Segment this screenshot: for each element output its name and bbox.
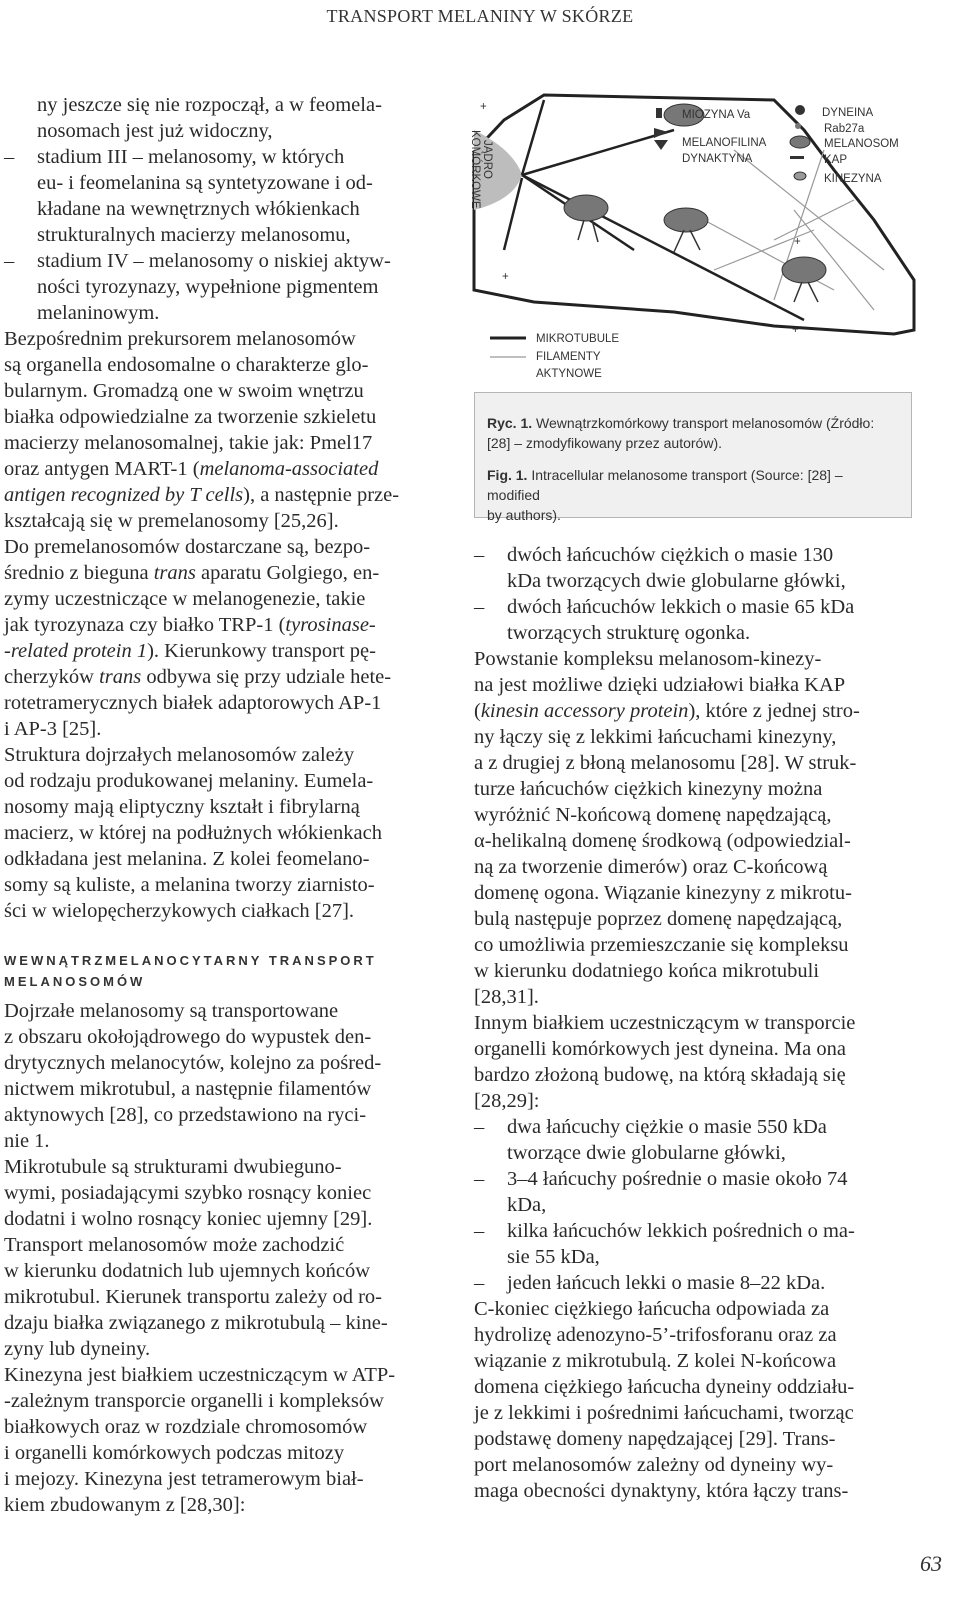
legend-bottom (490, 333, 619, 380)
melanosome (664, 208, 708, 232)
paragraph-dynein: Innym białkiem uczestniczącym w transporcie organelli komórkowych jest dyneina. Ma ona bardzo złożoną budowę, na którą składają się [28,29]: (474, 1012, 856, 1112)
melanosome (782, 257, 826, 283)
paragraph-premelanosomes: Do premelanosomów dostarczane są, bezpo- średnio z bieguna trans aparatu Golgiego, en- zymy uczestniczące w melanogenezie, takie jak tyrozynaza czy białko TRP-1 (tyrosinase- -related protein 1). Kierunkowy transport pę- cherzyków trans odbywa się przy udziale hete- rotetramerycznych białek adaptorowych AP-1 i AP-3 [25]. (4, 536, 392, 740)
paragraph-kinesin: Kinezyna jest białkiem uczestniczącym w ATP- -zależnym transporcie organelli i kompleksów białkowych oraz w rozdziale chromosomów i organelli komórkowych podczas mitozy i mejozy. Kinezyna jest tetramerowym biał- kiem zbudowanym z [28,30]: (4, 1364, 396, 1516)
figure-melanosome-transport (469, 90, 914, 390)
legend-kinesin: KINEZYNA (824, 173, 882, 185)
right-column (474, 542, 914, 1504)
plus-sign: + (792, 324, 799, 336)
melanosomes (564, 104, 826, 283)
list-item-dynein-intermediate: – 3–4 łańcuchy pośrednie o masie około 74 kDa, (474, 1168, 848, 1216)
list-item-kinesin-light: – dwóch łańcuchów lekkich o masie 65 kDa tworzących strukturę ogonka. (474, 596, 855, 644)
list-dash: – (474, 1168, 485, 1190)
legend-melanophilin: MELANOFILINA (682, 137, 767, 149)
list-dash: – (474, 544, 485, 566)
motor-legs (578, 220, 818, 302)
paragraph-kap: Powstanie kompleksu melanosom-kinezy- na jest możliwe dzięki udziałowi białka KAP (kinesin accessory protein), które z jednej stro- ny łączy się z lekkimi łańcuchami kinezyny, a z drugiej z błoną melanosomu [28]. W struk- turze łańcuchów ciężkich kinezyny można wyróżnić N-końcową domenę napędzającą, α-helikalną domenę środkową (odpowiedzial- ną za tworzenie dimerów) oraz C-końcową domenę ogona. Wiązanie kinezyny z mikrotu- bulą następuje poprzez domenę napędzającą, co umożliwia przemieszczanie się kompleksu w kierunku dodatniego końca mikrotubuli [28,31]. (474, 648, 860, 1008)
legend-dynein: DYNEINA (822, 107, 874, 119)
left-column (4, 92, 442, 1518)
paragraph-dynein-domains: C-koniec ciężkiego łańcucha odpowiada za hydrolizę adenozyno-5’-trifosforanu oraz za wiązanie z mikrotubulą. Z kolei N-końcowa domena ciężkiego łańcucha dyneiny oddziału- je z lekkimi i pośrednimi łańcuchami, tworząc podstawę domeny napędzającej [29]. Trans- port melanosomów zależny od dyneiny wy- maga obecności dynaktyny, która łączy trans- (474, 1298, 855, 1502)
list-continuation: ny jeszcze się nie rozpoczął, a w feomela- nosomach jest już widoczny, (37, 94, 382, 142)
legend-microtubules: MIKROTUBULE (536, 333, 620, 345)
legend-actin-2: AKTYNOWE (536, 368, 602, 380)
list-dash: – (474, 1116, 485, 1138)
caption-polish: Ryc. 1. Wewnątrzkomórkowy transport melanosomów (Źródło: [28] – zmodyfikowany przez autorów). (487, 415, 875, 451)
legend-kap: KAP (824, 154, 848, 166)
nucleus-label: JĄDROKOMÓRKOWE (469, 130, 493, 209)
list-item-dynein-light: – jeden łańcuch lekki o masie 8–22 kDa. (474, 1272, 826, 1294)
page-number: 63 (920, 1551, 942, 1576)
list-dash: – (4, 250, 15, 272)
legend-top-right (790, 105, 899, 185)
list-dash: – (474, 596, 485, 618)
legend-melanosome: MELANOSOM (824, 138, 899, 150)
section-heading: WEWNĄTRZMELANOCYTARNY TRANSPORT MELANOSOMÓW (4, 953, 377, 989)
plus-sign: + (794, 236, 801, 248)
list-item-kinesin-heavy: – dwóch łańcuchów ciężkich o masie 130 kDa tworzących dwie globularne główki, (474, 544, 846, 592)
list-item-stage4: – stadium IV – melanosomy o niskiej aktyw- ności tyrozynazy, wypełnione pigmentem melaninowym. (4, 250, 391, 324)
paragraph-microtubules: Mikrotubule są strukturami dwubieguno- wymi, posiadającymi szybko rosnący koniec dodatni i wolno rosnący koniec ujemny [29]. Transport melanosomów może zachodzić w kierunku dodatnich lub ujemnych końców mikrotubul. Kierunek transportu zależy od ro- dzaju białka związanego z mikrotubulą – kine- zyny lub dyneiny. (4, 1156, 388, 1360)
list-dash: – (474, 1272, 485, 1294)
paragraph-transport: Dojrzałe melanosomy są transportowane z obszaru okołojądrowego do wypustek den- drytycznych melanocytów, kolejno za pośred- nictwem mikrotubul, a następnie filamentów aktynowych [28], co przedstawiono na ryci- nie 1. (4, 1000, 382, 1152)
paragraph-structure: Struktura dojrzałych melanosomów zależy od rodzaju produkowanej melaniny. Eumela- nosomy mają eliptyczny kształt i fibrylarną macierz, w której na podłużnych włókienkach odkładana jest melanina. Z kolei feomelano- somy są kuliste, a melanina tworzy ziarnisto- ści w wielopęcherzykowych ciałkach [27]. (4, 744, 382, 922)
list-item-dynein-light-intermediate: – kilka łańcuchów lekkich pośrednich o ma- sie 55 kDa, (474, 1220, 855, 1268)
legend-rab27a: Rab27a (824, 123, 865, 135)
plus-sign: + (480, 101, 487, 113)
list-item-stage3: – stadium III – melanosomy, w których eu- i feomelanina są syntetyzowane i od- kładane na wewnętrznych włókienkach strukturalnych macierzy melanosomu, (4, 146, 373, 246)
paragraph-precursors: Bezpośrednim prekursorem melanosomów są organella endosomalne o charakterze glo- bularnym. Gromadzą one w swoim wnętrzu białka odpowiedzialne za tworzenie szkieletu macierzy melanosomalnej, takie jak: Pmel17 oraz antygen MART-1 (melanoma-associated antigen recognized by T cells), a następnie prze- kształcają się w premelanosomy [25,26]. (4, 328, 400, 532)
running-header: TRANSPORT MELANINY W SKÓRZE (326, 6, 634, 26)
figure-caption (474, 392, 912, 523)
melanosome (564, 195, 608, 221)
caption-english: Fig. 1. Intracellular melanosome transport (Source: [28] – modified by authors). (487, 467, 843, 523)
legend-actin-1: FILAMENTY (536, 351, 601, 363)
list-dash: – (474, 1220, 485, 1242)
list-item-dynein-heavy: – dwa łańcuchy ciężkie o masie 550 kDa tworzące dwie globularne główki, (474, 1116, 827, 1164)
list-dash: – (4, 146, 15, 168)
plus-sign: + (502, 271, 509, 283)
legend-myosin: MIOZYNA Va (682, 109, 751, 121)
legend-dynactin: DYNAKTYNA (682, 153, 753, 165)
